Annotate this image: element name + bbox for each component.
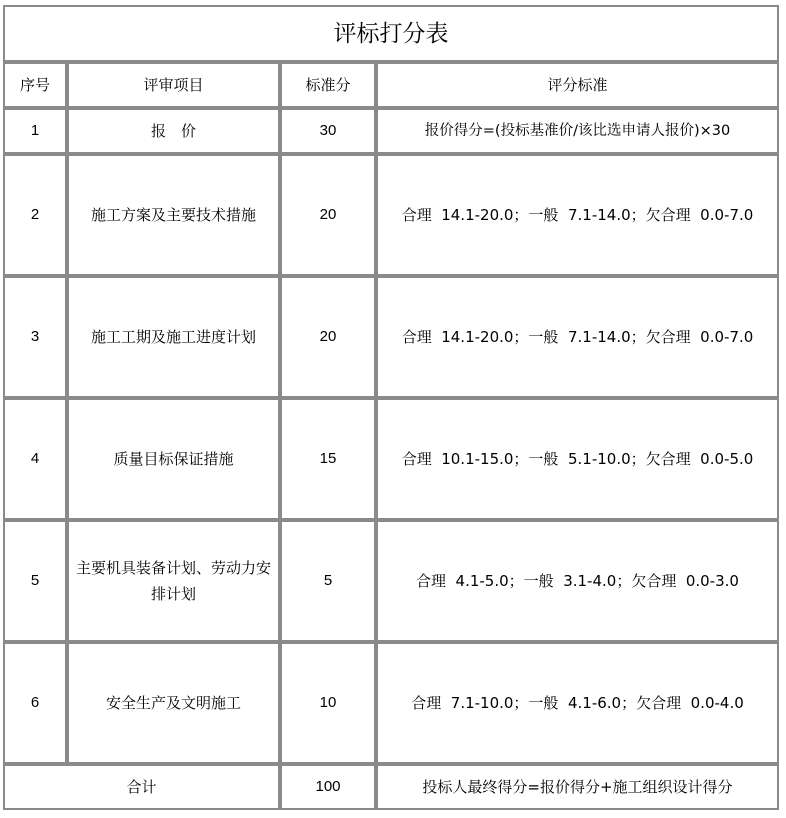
total-label: 合计 (3, 764, 280, 810)
row-index: 3 (3, 276, 67, 398)
total-note: 投标人最终得分=报价得分+施工组织设计得分 (376, 764, 779, 810)
table-title: 评标打分表 (3, 5, 779, 62)
row-criteria: 合理 4.1-5.0；一般 3.1-4.0；欠合理 0.0-3.0 (376, 520, 779, 642)
row-score: 30 (280, 108, 376, 154)
row-score: 10 (280, 642, 376, 764)
header-item: 评审项目 (67, 62, 280, 108)
scoring-table (3, 5, 779, 814)
row-criteria: 合理 14.1-20.0；一般 7.1-14.0；欠合理 0.0-7.0 (376, 154, 779, 276)
row-item: 施工方案及主要技术措施 (67, 154, 280, 276)
row-criteria: 报价得分=(投标基准价/该比选申请人报价)×30 (376, 108, 779, 154)
row-item: 报 价 (67, 108, 280, 154)
row-index: 6 (3, 642, 67, 764)
row-criteria: 合理 14.1-20.0；一般 7.1-14.0；欠合理 0.0-7.0 (376, 276, 779, 398)
row-criteria: 合理 7.1-10.0；一般 4.1-6.0；欠合理 0.0-4.0 (376, 642, 779, 764)
row-score: 20 (280, 276, 376, 398)
row-item: 施工工期及施工进度计划 (67, 276, 280, 398)
header-score: 标准分 (280, 62, 376, 108)
row-score: 15 (280, 398, 376, 520)
row-index: 1 (3, 108, 67, 154)
row-score: 5 (280, 520, 376, 642)
total-score: 100 (280, 764, 376, 810)
row-item: 主要机具装备计划、劳动力安排计划 (67, 520, 280, 642)
row-criteria: 合理 10.1-15.0；一般 5.1-10.0；欠合理 0.0-5.0 (376, 398, 779, 520)
row-index: 2 (3, 154, 67, 276)
row-item: 质量目标保证措施 (67, 398, 280, 520)
row-index: 5 (3, 520, 67, 642)
row-score: 20 (280, 154, 376, 276)
header-index: 序号 (3, 62, 67, 108)
header-criteria: 评分标准 (376, 62, 779, 108)
row-index: 4 (3, 398, 67, 520)
row-item: 安全生产及文明施工 (67, 642, 280, 764)
